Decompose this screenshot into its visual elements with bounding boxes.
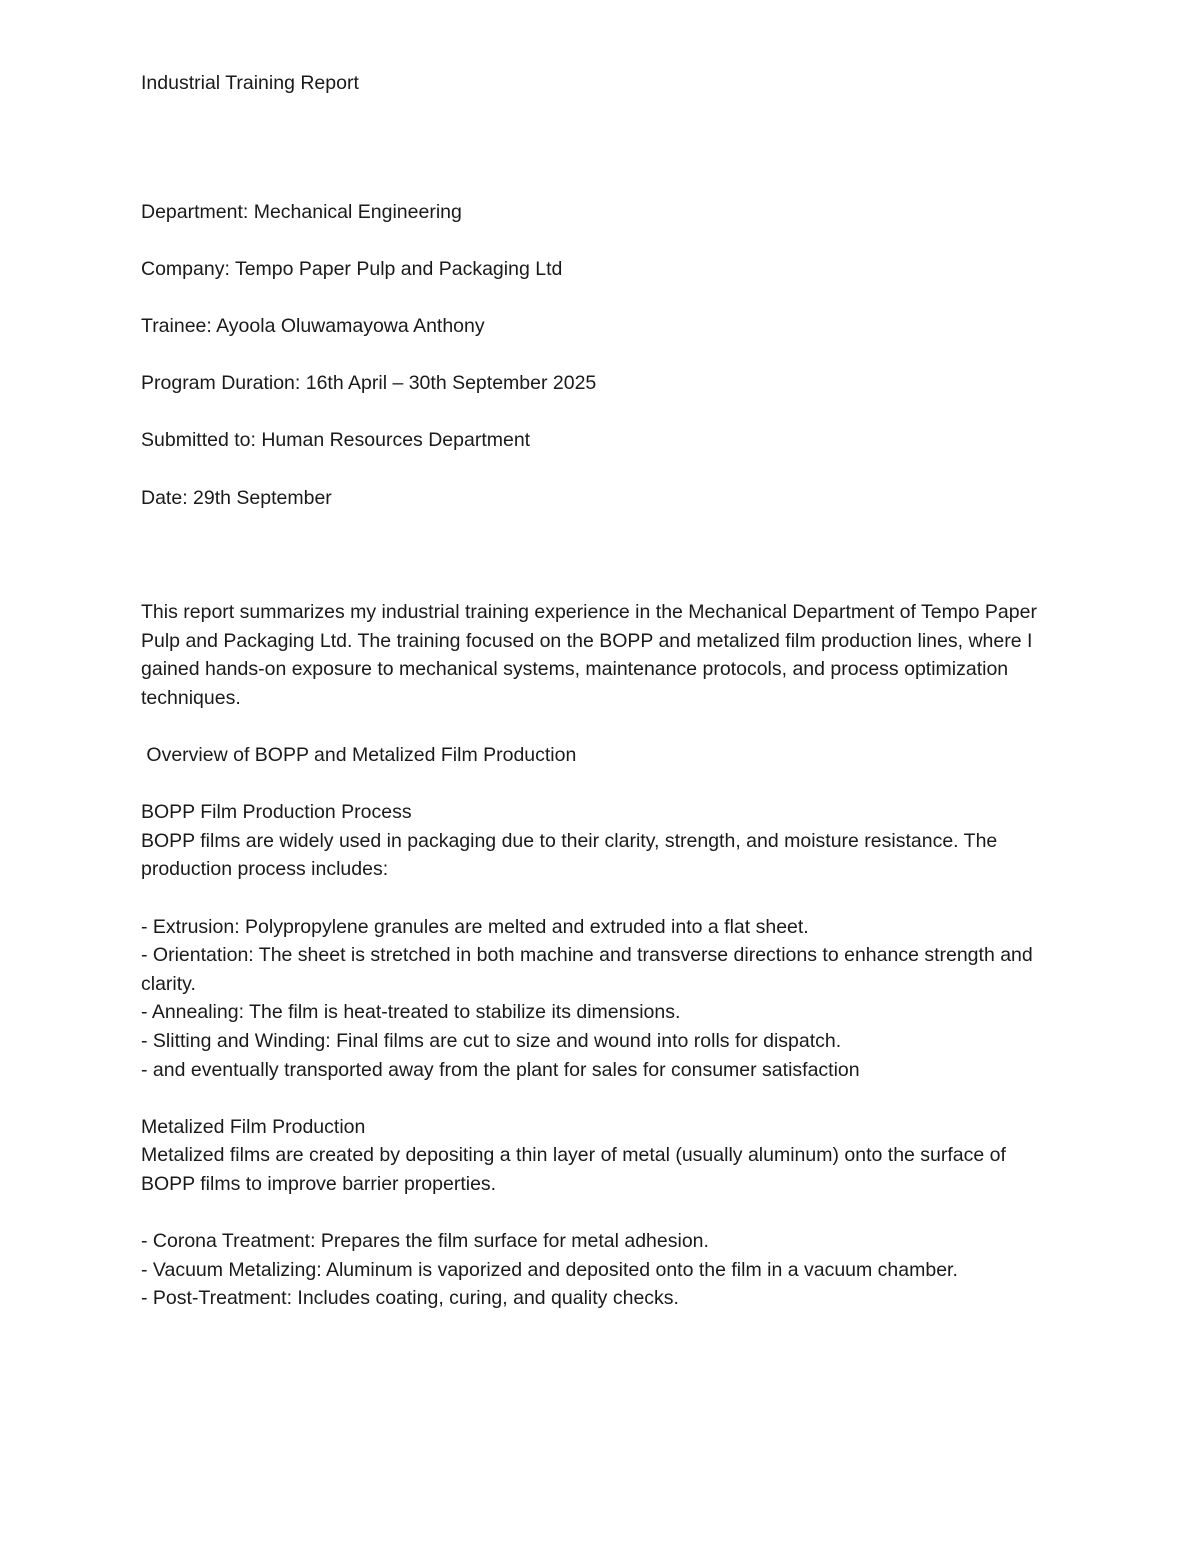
document-page: [141, 69, 1061, 1313]
metalized-heading: Metalized Film Production: [141, 1115, 366, 1138]
overview-heading: Overview of BOPP and Metalized Film Production: [141, 744, 577, 767]
list-item: - Extrusion: Polypropylene granules are melted and extruded into a flat sheet.: [141, 915, 809, 938]
spacer: [141, 398, 1061, 427]
list-item: - Vacuum Metalizing: Aluminum is vaporized and deposited onto the film in a vacuum chamber.: [141, 1258, 958, 1281]
list-item: - Annealing: The film is heat-treated to stabilize its dimensions.: [141, 1001, 681, 1024]
spacer: [141, 1084, 1061, 1113]
bopp-steps-list: [141, 913, 1061, 1085]
meta-program-duration: Program Duration: 16th April – 30th September 2025: [141, 372, 597, 395]
spacer: [141, 283, 1061, 312]
spacer: [141, 1199, 1061, 1228]
spacer: [141, 341, 1061, 370]
list-item: - Orientation: The sheet is stretched in both machine and transverse directions to enhance strength and clarity.: [141, 944, 1033, 995]
list-item: - Post-Treatment: Includes coating, curing, and quality checks.: [141, 1287, 679, 1310]
document-title: Industrial Training Report: [141, 72, 359, 94]
spacer: [141, 455, 1061, 484]
metalized-steps-list: [141, 1227, 1061, 1313]
spacer: [141, 713, 1061, 742]
meta-trainee: Trainee: Ayoola Oluwamayowa Anthony: [141, 314, 485, 337]
list-item: - Slitting and Winding: Final films are cut to size and wound into rolls for dispatch.: [141, 1030, 842, 1053]
spacer: [141, 770, 1061, 799]
list-item: - Corona Treatment: Prepares the film surface for metal adhesion.: [141, 1230, 709, 1253]
spacer: [141, 512, 1061, 598]
spacer: [141, 226, 1061, 255]
meta-date: Date: 29th September: [141, 486, 332, 509]
bopp-heading: BOPP Film Production Process: [141, 801, 412, 824]
meta-company: Company: Tempo Paper Pulp and Packaging Ltd: [141, 257, 563, 280]
bopp-intro: BOPP films are widely used in packaging due to their clarity, strength, and moisture resistance. The production process includes:: [141, 829, 998, 881]
metalized-intro: Metalized films are created by depositing a thin layer of metal (usually aluminum) onto the surface of BOPP films to improve barrier properties.: [141, 1144, 1006, 1195]
list-item: - and eventually transported away from the plant for sales for consumer satisfaction: [141, 1058, 860, 1081]
meta-submitted-to: Submitted to: Human Resources Department: [141, 429, 531, 452]
meta-department: Department: Mechanical Engineering: [141, 200, 462, 223]
spacer: [141, 884, 1061, 913]
summary-paragraph: This report summarizes my industrial training experience in the Mechanical Department of Tempo Paper Pulp and Packaging Ltd. The training focused on the BOPP and metalized film production lines, where I gained hands-on exposure to mechanical systems, maintenance protocols, and process optimization techniques.: [141, 601, 1037, 709]
spacer: [141, 98, 1061, 198]
